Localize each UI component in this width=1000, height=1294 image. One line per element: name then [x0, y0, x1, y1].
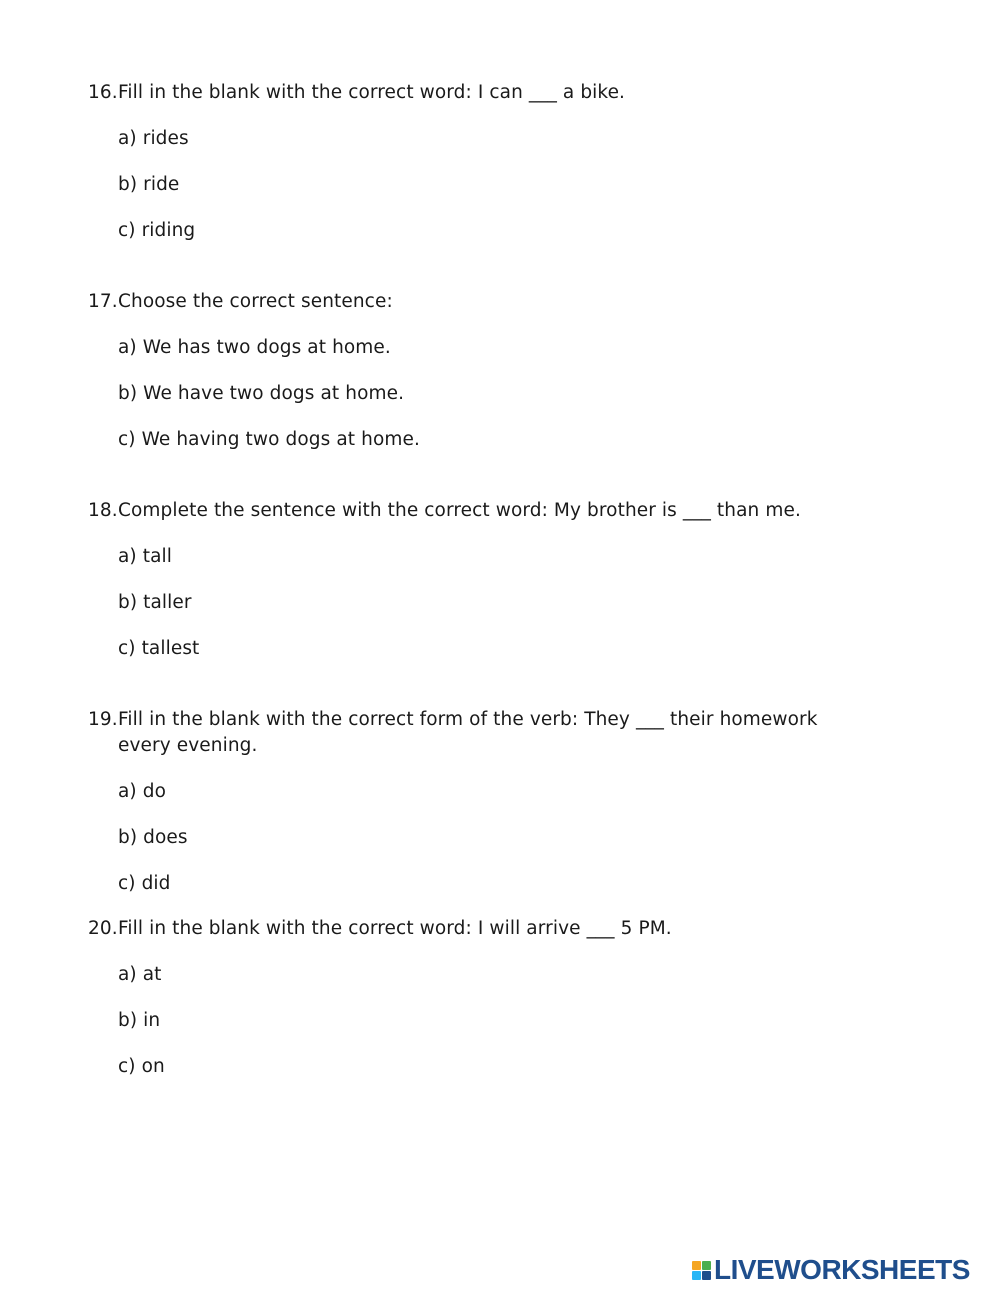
answer-option[interactable]: a) do: [118, 781, 166, 802]
question-17: [88, 289, 868, 453]
answer-options: [88, 544, 868, 662]
question-16: [88, 80, 868, 244]
question-prompt: [88, 498, 868, 524]
question-18: [88, 498, 868, 662]
question-20: [88, 916, 868, 1080]
liveworksheets-logo: [692, 1255, 970, 1285]
question-prompt: [88, 80, 868, 106]
question-number: 18.: [88, 500, 118, 521]
question-number: 17.: [88, 291, 118, 312]
answer-option[interactable]: b) taller: [118, 592, 192, 613]
answer-option[interactable]: a) We has two dogs at home.: [118, 337, 391, 358]
question-text: Fill in the blank with the correct word: I will arrive ___ 5 PM.: [118, 918, 672, 939]
question-prompt: [88, 289, 868, 315]
answer-options: [88, 335, 868, 453]
answer-option[interactable]: a) rides: [118, 128, 189, 149]
question-text: Fill in the blank with the correct form of the verb: They ___ their homework every evening.: [118, 709, 818, 756]
question-text: Complete the sentence with the correct word: My brother is ___ than me.: [118, 500, 801, 521]
answer-option[interactable]: c) riding: [118, 220, 196, 241]
question-prompt: [88, 916, 868, 942]
answer-option[interactable]: c) tallest: [118, 638, 200, 659]
answer-options: [88, 126, 868, 244]
answer-options: [88, 779, 868, 897]
logo-square-blue: [692, 1271, 701, 1280]
answer-options: [88, 962, 868, 1080]
answer-option[interactable]: c) did: [118, 873, 171, 894]
answer-option[interactable]: c) on: [118, 1056, 165, 1077]
logo-square-orange: [692, 1261, 701, 1270]
logo-text: LIVEWORKSHEETS: [714, 1254, 970, 1285]
question-text: Choose the correct sentence:: [118, 291, 393, 312]
answer-option[interactable]: b) ride: [118, 174, 180, 195]
question-number: 20.: [88, 918, 118, 939]
question-text: Fill in the blank with the correct word: I can ___ a bike.: [118, 82, 626, 103]
question-number: 19.: [88, 709, 118, 730]
question-prompt: [88, 707, 868, 759]
answer-option[interactable]: c) We having two dogs at home.: [118, 429, 420, 450]
answer-option[interactable]: b) does: [118, 827, 188, 848]
answer-option[interactable]: a) at: [118, 964, 162, 985]
logo-mark-icon: [692, 1261, 711, 1280]
answer-option[interactable]: b) We have two dogs at home.: [118, 383, 405, 404]
logo-square-green: [702, 1261, 711, 1270]
question-number: 16.: [88, 82, 118, 103]
answer-option[interactable]: a) tall: [118, 546, 173, 567]
answer-option[interactable]: b) in: [118, 1010, 161, 1031]
logo-square-navy: [702, 1271, 711, 1280]
question-19: [88, 707, 868, 897]
